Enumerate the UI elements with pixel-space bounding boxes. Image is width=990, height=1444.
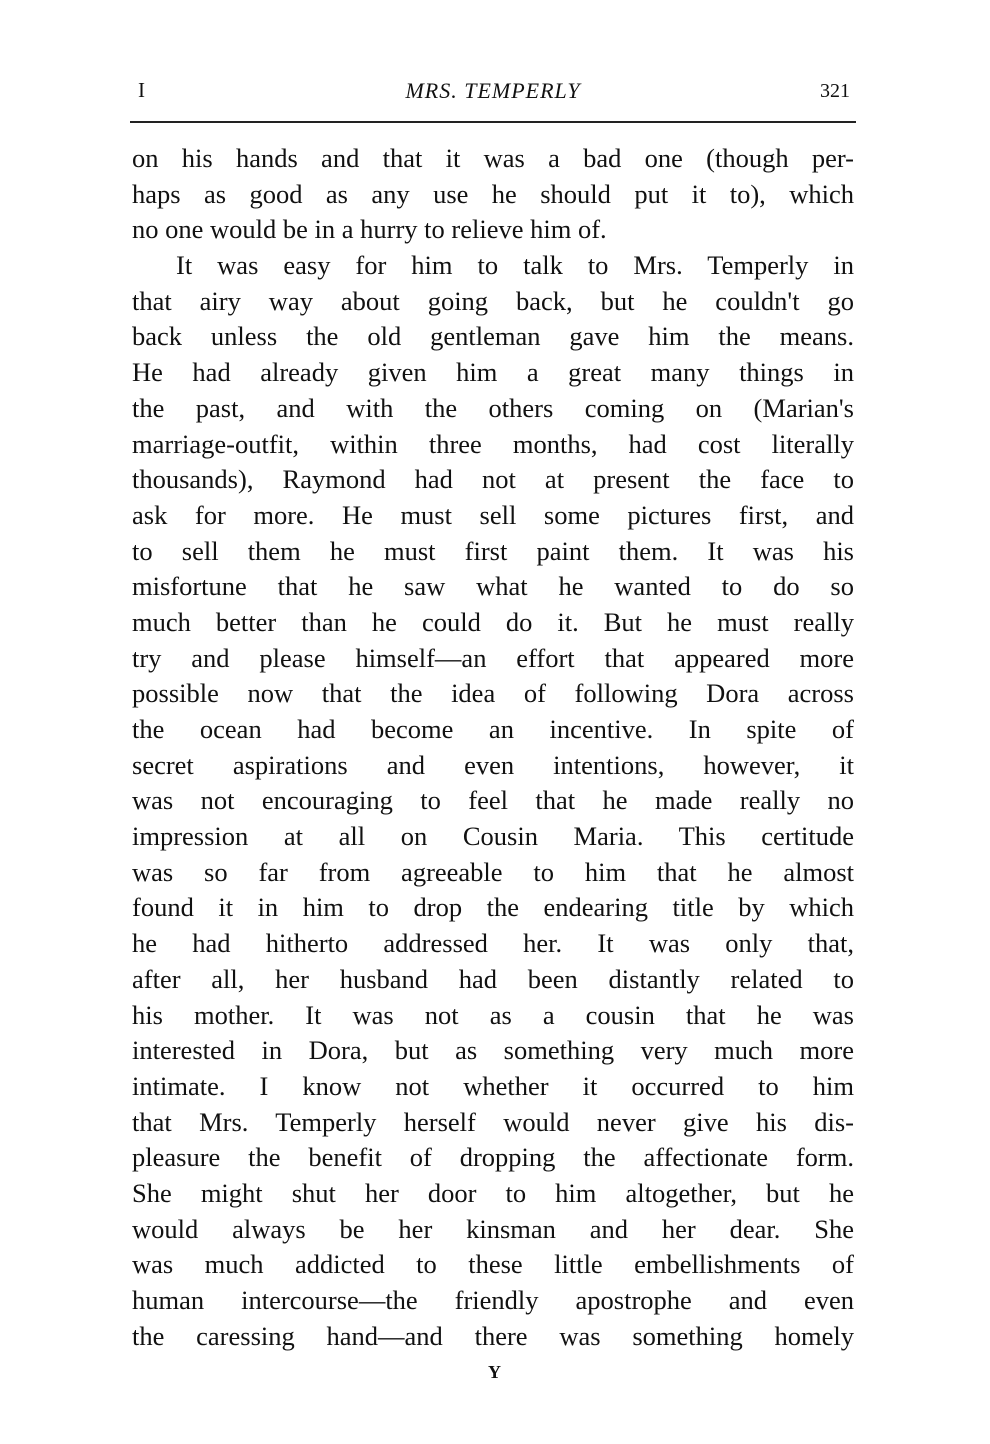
text-line: the ocean had become an incentive. In spite of [132, 714, 854, 744]
text-line: to sell them he must first paint them. It was his [132, 535, 854, 566]
text-line: much better than he could do it. But he must really [132, 606, 854, 637]
text-line: he had hitherto addressed her. It was only that, [132, 928, 854, 959]
running-head [130, 78, 856, 108]
text-line: pleasure the benefit of dropping the affectionate form. [132, 1142, 854, 1173]
text-line: haps as good as any use he should put it to), which [132, 178, 854, 209]
text-line: try and please himself—an effort that appeared more [132, 642, 854, 673]
body-text [132, 141, 854, 1354]
text-line: interested in Dora, but as something very much more [132, 1035, 854, 1066]
text-line: back unless the old gentleman gave him the means. [132, 321, 854, 352]
text-line: would always be her kinsman and her dear. She [132, 1213, 854, 1244]
text-line: found it in him to drop the endearing title by which [132, 892, 854, 923]
text-line: She might shut her door to him altogether, but he [132, 1177, 854, 1208]
text-line: after all, her husband had been distantly related to [132, 963, 854, 994]
text-line: secret aspirations and even intentions, however, it [132, 749, 854, 780]
text-line: was much addicted to these little embellishments of [132, 1249, 854, 1280]
text-line: the past, and with the others coming on (Marian's [132, 392, 854, 423]
running-title: MRS. TEMPERLY [405, 78, 581, 103]
text-line: on his hands and that it was a bad one (though per- [132, 143, 854, 173]
header-rule [130, 121, 856, 123]
text-line: that airy way about going back, but he couldn't go [132, 285, 854, 316]
text-line: the caressing hand—and there was something homely [132, 1320, 854, 1351]
text-line: human intercourse—the friendly apostrophe and even [132, 1285, 854, 1315]
text-line: ask for more. He must sell some pictures first, and [132, 499, 854, 530]
text-line: It was easy for him to talk to Mrs. Temperly in [176, 250, 854, 281]
text-line: his mother. It was not as a cousin that he was [132, 999, 854, 1030]
text-line: that Mrs. Temperly herself would never give his dis- [132, 1106, 854, 1137]
text-line: marriage-outfit, within three months, had cost literally [132, 428, 854, 459]
signature-mark: Y [488, 1362, 502, 1382]
text-line: intimate. I know not whether it occurred to him [132, 1070, 854, 1101]
page-number: 321 [820, 80, 850, 102]
text-line: possible now that the idea of following Dora across [132, 678, 854, 709]
text-line: no one would be in a hurry to relieve him of. [132, 214, 607, 245]
text-line: He had already given him a great many things in [132, 357, 854, 388]
text-line: was not encouraging to feel that he made really no [132, 785, 854, 816]
section-mark: I [138, 78, 145, 102]
text-line: thousands), Raymond had not at present the face to [132, 464, 854, 495]
text-line: misfortune that he saw what he wanted to do so [132, 571, 854, 602]
text-line: impression at all on Cousin Maria. This certitude [132, 821, 854, 852]
text-line: was so far from agreeable to him that he almost [132, 856, 854, 887]
